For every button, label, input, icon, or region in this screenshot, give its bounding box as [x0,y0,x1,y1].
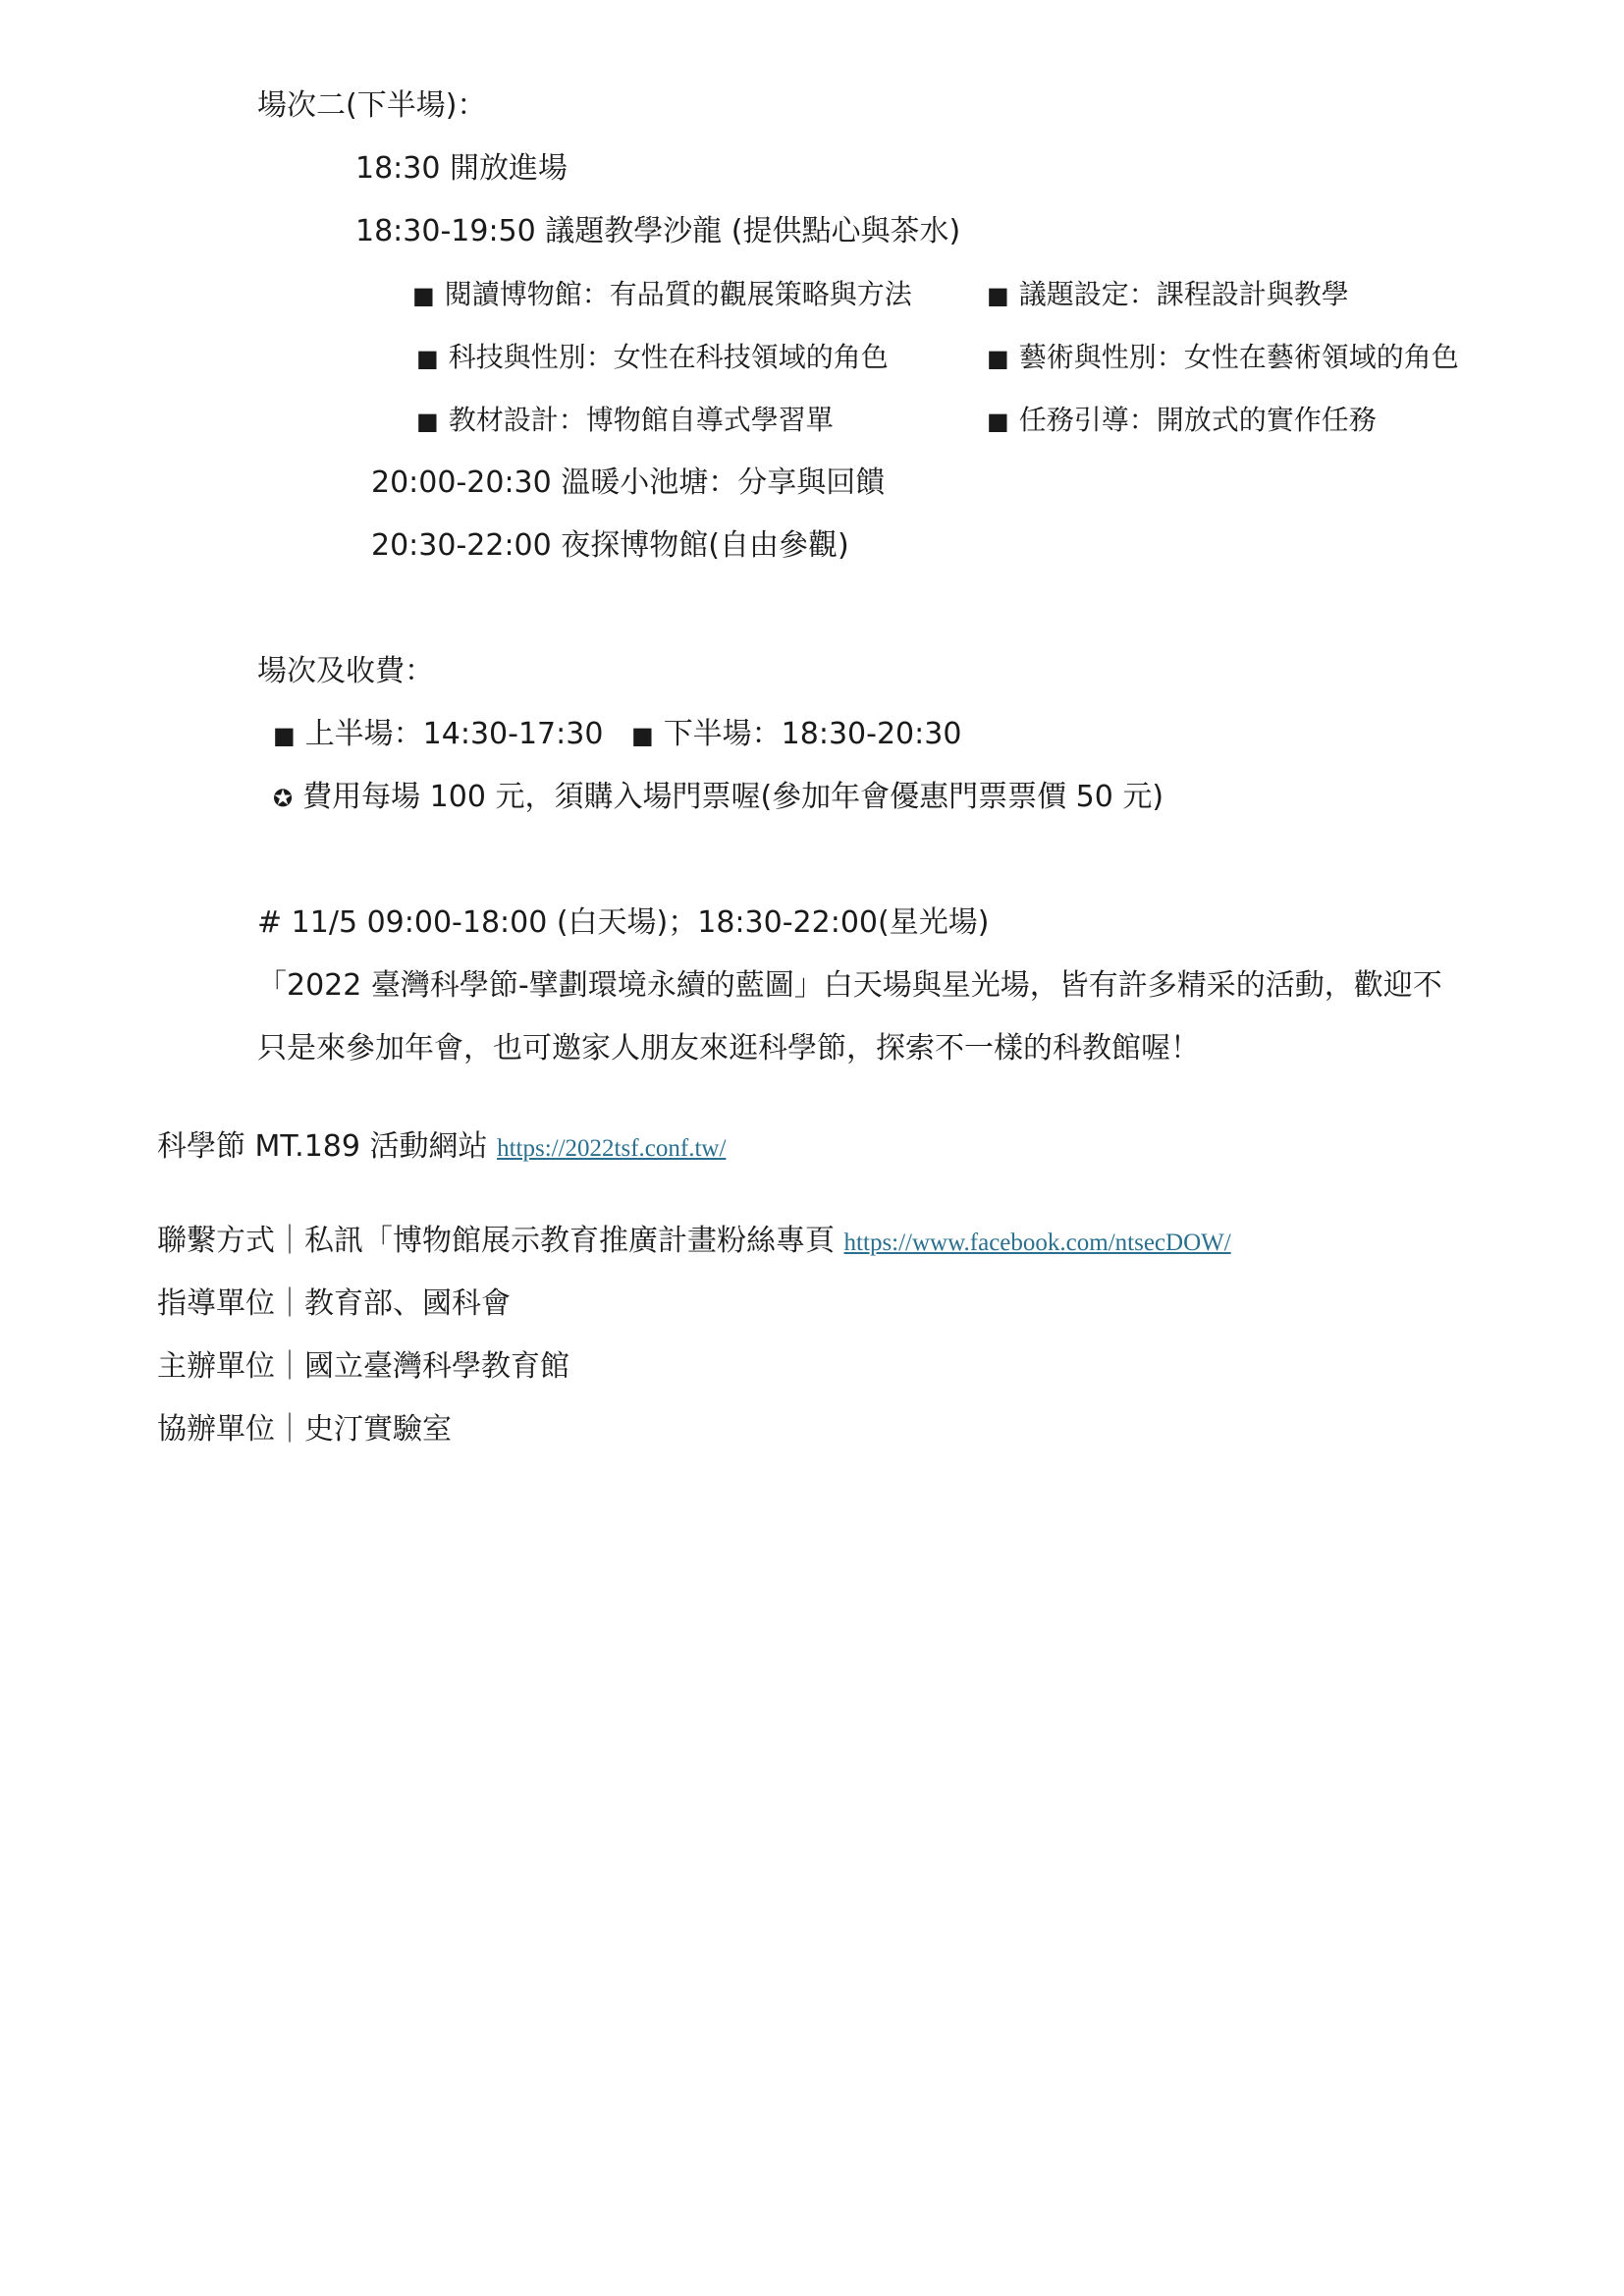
bullet-square-icon: ■ [416,345,439,372]
topic-item [987,338,1459,378]
bullet-square-icon: ■ [987,345,1009,372]
fee-lower-session [631,715,961,755]
session2-pond: 20:00-20:30 溫暖小池塘：分享與回饋 [371,465,886,500]
star-icon: ✪ [273,785,294,812]
fee-price-text: 費用每場 100 元，須購入場門票喔(參加年會優惠門票票價 50 元) [302,780,1164,814]
topic-label: 藝術與性別：女性在藝術領域的角色 [1018,341,1459,373]
festival-site-link[interactable]: https://2022tsf.conf.tw/ [497,1135,727,1162]
festival-desc-line1: 「2022 臺灣科學節-擘劃環境永續的藍圖」白天場與星光場，皆有許多精采的活動，歡迎不 [257,968,1442,1003]
festival-desc-line2: 只是來參加年會，也可邀家人朋友來逛科學節，探索不一樣的科教館喔！ [257,1031,1200,1066]
festival-date: # 11/5 09:00-18:00 (白天場)；18:30-22:00(星光場) [257,905,990,940]
guidance-unit: 指導單位｜教育部、國科會 [157,1286,511,1321]
fee-upper-session [273,715,603,755]
festival-site [157,1127,726,1169]
bullet-square-icon: ■ [273,722,296,749]
facebook-page-link[interactable]: https://www.facebook.com/ntsecDOW/ [843,1230,1231,1256]
topic-item [416,401,834,441]
fee-price [273,778,1164,818]
upper-session-label: 上半場：14:30-17:30 [304,717,604,751]
session2-heading: 場次二(下半場)： [257,88,487,123]
bullet-square-icon: ■ [987,408,1009,435]
topic-label: 教材設計：博物館自導式學習單 [448,404,834,436]
topic-label: 科技與性別：女性在科技領域的角色 [448,341,889,373]
fees-heading: 場次及收費： [257,654,434,688]
topic-label: 議題設定：課程設計與教學 [1018,278,1349,310]
bullet-square-icon: ■ [412,282,435,309]
session2-salon: 18:30-19:50 議題教學沙龍 (提供點心與茶水) [355,214,961,248]
topic-label: 閱讀博物館：有品質的觀展策略與方法 [444,278,912,310]
contact-line [157,1222,1231,1263]
topic-item [416,338,889,378]
topic-item [412,275,912,315]
bullet-square-icon: ■ [416,408,439,435]
festival-site-label: 科學節 MT.189 活動網站 [157,1129,488,1164]
contact-label: 聯繫方式｜私訊「博物館展示教育推廣計畫粉絲專頁 [157,1224,835,1258]
organizer-unit: 主辦單位｜國立臺灣科學教育館 [157,1349,569,1384]
topic-item [987,275,1349,315]
co-organizer-unit: 協辦單位｜史汀實驗室 [157,1412,452,1447]
topic-item [987,401,1377,441]
bullet-square-icon: ■ [631,722,654,749]
topic-label: 任務引導：開放式的實作任務 [1018,404,1377,436]
bullet-square-icon: ■ [987,282,1009,309]
lower-session-label: 下半場：18:30-20:30 [663,717,962,751]
session2-night: 20:30-22:00 夜探博物館(自由參觀) [371,528,849,563]
session2-open-time: 18:30 開放進場 [355,151,568,186]
